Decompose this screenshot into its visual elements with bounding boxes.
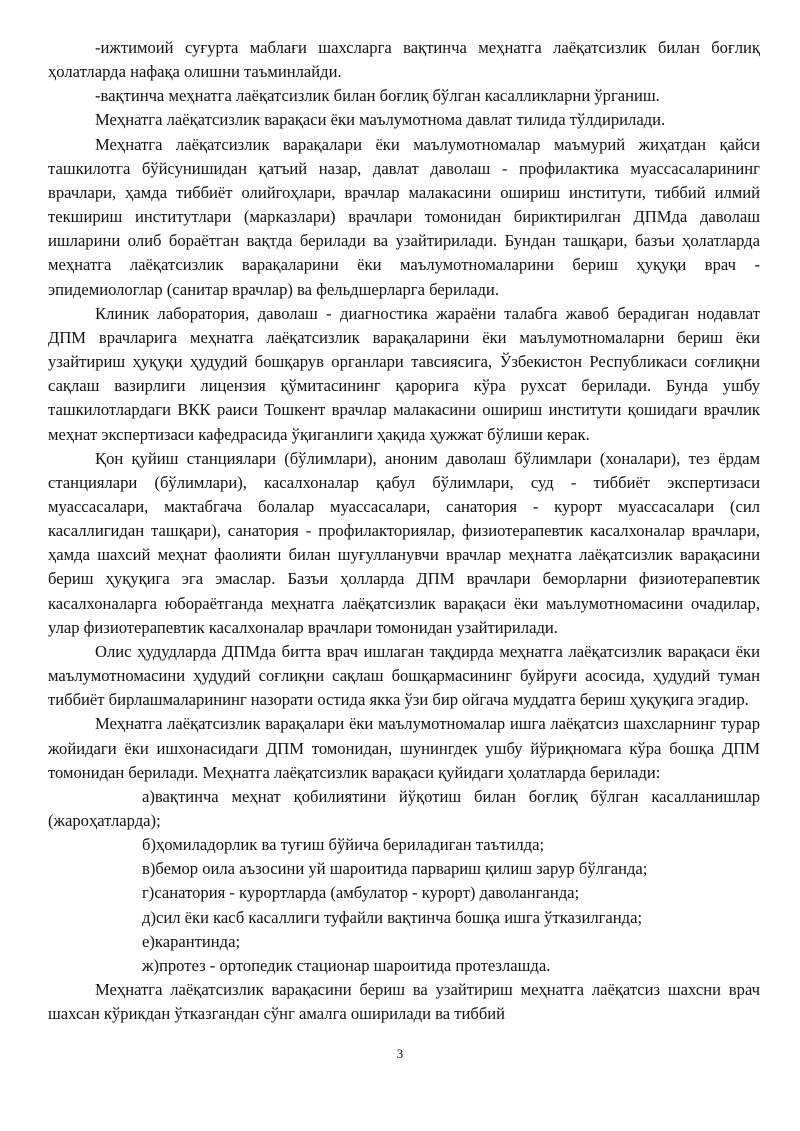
list-marker: д) (142, 907, 156, 927)
list-item (48, 857, 760, 881)
list-marker: ж) (142, 955, 159, 975)
paragraph: Меҳнатга лаёқатсизлик варақалари ёки маълумотномалар ишга лаёқатсиз шахсларнинг турар жойидаги ёки ишхонасидаги ДПМ томонидан, шунингдек ушбу йўриқномага кўра бошқа ДПМ томонидан берилади. Меҳнатга лаёқатсизлик варақаси қуйидаги ҳолатларда берилади: (48, 714, 760, 782)
list-item-text: бемор оила аъзосини уй шароитида парвариш қилиш зарур бўлганда; (155, 859, 648, 879)
list-item-text: санатория - курортларда (амбулатор - курорт) даволанганда; (154, 883, 580, 903)
paragraph: -вақтинча меҳнатга лаёқатсизлик билан боғлиқ бўлган касалликларни ўрганиш. (95, 86, 660, 106)
conditions-list (48, 785, 760, 978)
list-marker: б) (142, 835, 156, 855)
list-item (48, 906, 760, 930)
list-item (48, 785, 760, 833)
paragraph: Клиник лаборатория, даволаш - диагностика жараёни талабга жавоб берадиган нодавлат ДПМ врачларига меҳнатга лаёқатсизлик варақаларини ёки маълумотномаларни бериш ёки узайтириш ҳуқуқи ҳудудий бошқарув органлари тавсиясига, Ўзбекистон Республикаси соғлиқни сақлаш вазирлиги лицензия қўмитасининг қарорига кўра рухсат берилади. Бунда ушбу ташкилотлардаги ВКК раиси Тошкент врачлар малакасини ошириш институти қошидаги врачлик меҳнат экспертизаси кафедрасида ўқиганлиги ҳақида ҳужжат бўлиши керак. (48, 303, 760, 444)
list-marker: а) (142, 786, 155, 806)
list-item (48, 930, 760, 954)
page-body (48, 36, 760, 1026)
paragraph: Меҳнатга лаёқатсизлик варақасини бериш ва узайтириш меҳнатга лаёқатсиз шахсни врач шахсан кўрикдан ўтказгандан сўнг амалга оширилади ва тиббий (48, 980, 760, 1024)
list-item-text: протез - ортопедик стационар шароитида протезлашда. (159, 955, 551, 975)
list-item-text: ҳомиладорлик ва туғиш бўйича бериладиган таътилда; (155, 835, 545, 855)
list-item (48, 881, 760, 905)
page-number: 3 (396, 1046, 404, 1061)
paragraph: Меҳнатга лаёқатсизлик варақалари ёки маълумотномалар маъмурий жиҳатдан қайси ташкилотга бўйсунишидан қатъий назар, давлат даволаш - профилактика муассасаларининг врачлари, ҳамда тиббиёт олийгоҳлари, врачлар малакасини ошириш институти, тиббий илмий текшириш институтлари (марказлари) врачлари томонидан бириктирилган ДПМда даволаш ишларини олиб бораётган вақтда берилади ва узайтирилади. Бундан ташқари, базъи ҳолатларда меҳнатга лаёқатсизлик варақаларини ёки маълумотномаларини бериш ҳуқуқи врач - эпидемиологлар (санитар врачлар) ва фельдшерларга берилади. (48, 134, 760, 299)
paragraph: Олис ҳудудларда ДПМда битта врач ишлаган тақдирда меҳнатга лаёқатсизлик варақаси ёки маълумотномасини ҳудудий соғлиқни сақлаш бошқармасининг буйруғи асосида, ҳудудий туман тиббиёт бирлашмаларининг назорати остида якка ўзи бир ойгача муддатга бериш ҳуқуқига эгадир. (48, 641, 760, 710)
list-marker: в) (142, 859, 156, 879)
paragraph: Қон қуйиш станциялари (бўлимлари), аноним даволаш бўлимлари (хоналари), тез ёрдам станциялари (бўлимлари), касалхоналар қабул бўлимлари, суд - тиббиёт экспертизаси муассасалари, мактабгача болалар муассасалари, санатория - курорт муассасалари (сил касаллигидан ташқари), санатория - профилакториялар, физиотерапевтик касалхоналар врачлари, ҳамда шахсий меҳнат фаолияти билан шуғулланувчи врачлар меҳнатга лаёқатсизлик варақасини бериш ҳуқуқига эга эмаслар. Базъи ҳолларда ДПМ врачлари беморларни физиотерапевтик касалхоналарга юбораётганда меҳнатга лаёқатсизлик варақаси ёки маълумотномасини очадилар, улар физиотерапевтик касалхоналар врачлари томонидан узайтирилади. (48, 448, 760, 637)
list-item (48, 954, 760, 978)
list-marker: е) (142, 931, 155, 951)
list-item-text: сил ёки касб касаллиги туфайли вақтинча бошқа ишга ўтказилганда; (155, 907, 643, 927)
paragraph: -ижтимоий суғурта маблағи шахсларга вақтинча меҳнатга лаёқатсизлик билан боғлиқ ҳолатларда нафақа олишни таъминлайди. (48, 38, 760, 82)
paragraph: Меҳнатга лаёқатсизлик варақаси ёки маълумотнома давлат тилида тўлдирилади. (95, 110, 666, 130)
list-item-text: вақтинча меҳнат қобилиятини йўқотиш билан боғлиқ бўлган касалланишлар (жароҳатларда); (48, 786, 760, 830)
list-item (48, 833, 760, 857)
list-item-text: карантинда; (154, 931, 241, 951)
list-marker: г) (142, 883, 155, 903)
